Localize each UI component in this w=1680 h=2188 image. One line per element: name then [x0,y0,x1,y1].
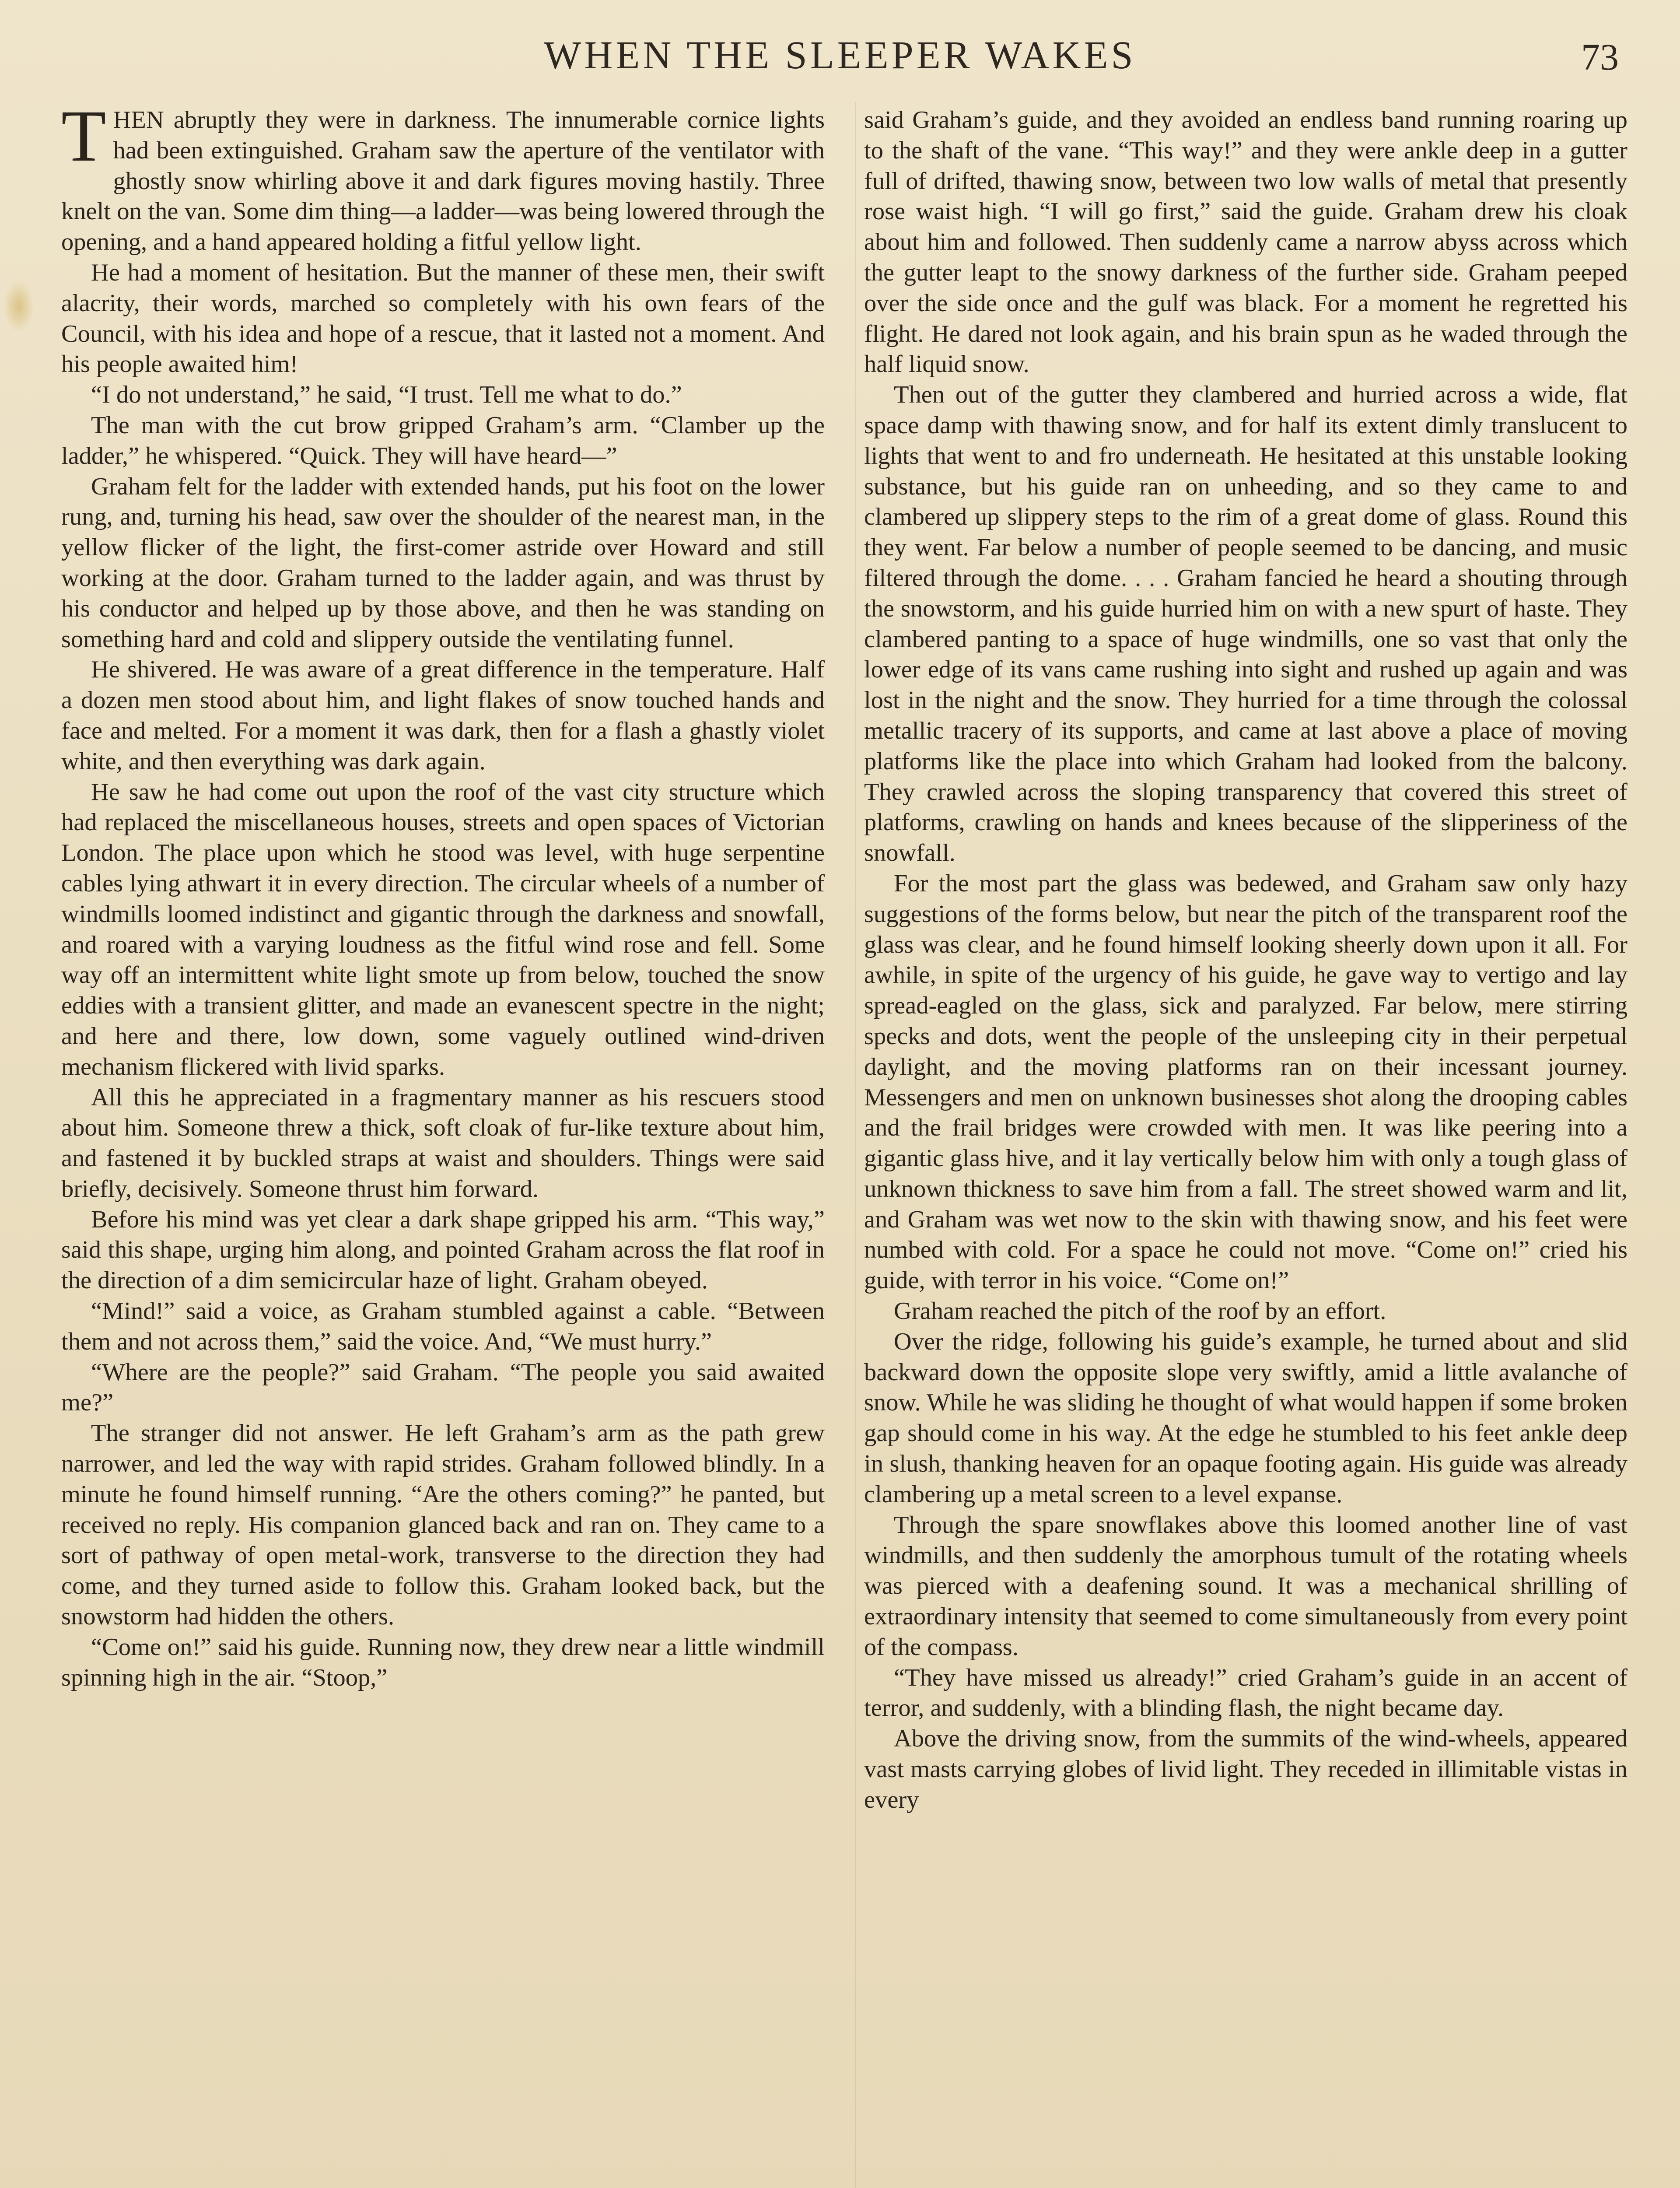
paragraph: He shivered. He was aware of a great difference in the temperature. Half a dozen men stood about him, and light flakes of snow touched hands and face and melted. For a moment it was dark, then for a flash a ghastly violet white, and then everything was dark again. [61,656,825,775]
page-number: 73 [1581,36,1619,78]
text-columns [61,105,1628,2188]
right-column [864,105,1628,2188]
page-stain [4,280,34,333]
paragraph: Above the driving snow, from the summits of the wind-wheels, appeared vast masts carrying globes of livid light. They receded in illimitable vistas in every [864,1725,1628,1813]
paragraph: Graham felt for the ladder with extended hands, put his foot on the lower rung, and, turning his head, saw over the shoulder of the nearest man, in the yellow flicker of the light, the first-comer astride over Howard and still working at the door. Graham turned to the ladder again, and was thrust by his conductor and helped up by those above, and then he was standing on something hard and cold and slippery outside the ventilating funnel. [61,473,825,653]
drop-cap: T [61,105,106,177]
paragraph: Then out of the gutter they clambered and hurried across a wide, flat space damp with thawing snow, and for half its extent dimly translucent to lights that went to and fro underneath. He hesitated at this unstable looking substance, but his guide ran on unheeding, and so they came to and clambered up slippery steps to the rim of a great dome of glass. Round this they went. Far below a number of people seemed to be dancing, and music filtered through the dome. . . . Graham fancied he heard a shouting through the snowstorm, and his guide hurried him on with a new spurt of haste. They clambered panting to a space of huge windmills, one so vast that only the lower edge of its vans came rushing into sight and rushed up again and was lost in the night and the snow. They hurried for a time through the colossal metallic tracery of its supports, and came at last above a place of moving platforms like the place into which Graham had looked from the balcony. They crawled across the sloping transparency that covered this street of platforms, crawling on hands and knees because of the slipperiness of the snowfall. [864,381,1628,867]
paragraph: The man with the cut brow gripped Graham’s arm. “Clamber up the ladder,” he whispered. “Quick. They will have heard—” [61,411,825,470]
paragraph: “I do not understand,” he said, “I trust. Tell me what to do.” [91,381,682,409]
paragraph: All this he appreciated in a fragmentary manner as his rescuers stood about him. Someone threw a thick, soft cloak of fur-like texture about him, and fastened it by buckled straps at waist and shoulders. Things were said briefly, decisively. Someone thrust him forward. [61,1083,825,1203]
paragraph [61,105,825,258]
paragraph: He saw he had come out upon the roof of the vast city structure which had replaced the miscellaneous houses, streets and open spaces of Victorian London. The place upon which he stood was level, with huge serpentine cables lying athwart it in every direction. The circular wheels of a number of windmills loomed indistinct and gigantic through the darkness and snowfall, and roared with a varying loudness as the fitful wind rose and fell. Some way off an intermittent white light smote up from below, touched the snow eddies with a transient glitter, and made an evanescent spectre in the night; and here and there, low down, some vaguely outlined wind-driven mechanism flickered with livid sparks. [61,778,825,1080]
paragraph: “Where are the people?” said Graham. “The people you said awaited me?” [61,1358,825,1417]
paragraph: “Come on!” said his guide. Running now, they drew near a little windmill spinning high in the air. “Stoop,” [61,1633,825,1691]
paragraph: The stranger did not answer. He left Graham’s arm as the path grew narrower, and led the way with rapid strides. Graham followed blindly. In a minute he found himself running. “Are the others coming?” he panted, but received no reply. His companion glanced back and ran on. They came to a sort of pathway of open metal-work, transverse to the direction they had come, and they turned aside to follow this. Graham looked back, but the snowstorm had hidden the others. [61,1420,825,1630]
paragraph-text: HEN abruptly they were in darkness. The innumerable cornice lights had been extinguished. Graham saw the aperture of the ventilator with ghostly snow whirling above it and dark figures moving hastily. Three knelt on the van. Some dim thing—a ladder—was being lowered through the opening, and a hand appeared holding a fitful yellow light. [61,106,825,256]
paragraph: Graham reached the pitch of the roof by an effort. [894,1297,1386,1325]
paragraph: “Mind!” said a voice, as Graham stumbled against a cable. “Between them and not across them,” said the voice. And, “We must hurry.” [61,1297,825,1355]
paragraph: Over the ridge, following his guide’s example, he turned about and slid backward down the opposite slope very swiftly, amid a little avalanche of snow. While he was sliding he thought of what would happen if some broken gap should come in his way. At the edge he stumbled to his feet ankle deep in slush, thanking heaven for an opaque footing again. His guide was already clambering up a metal screen to a level expanse. [864,1328,1628,1508]
paragraph: For the most part the glass was bedewed, and Graham saw only hazy suggestions of the forms below, but near the pitch of the transparent roof the glass was clear, and he found himself looking sheerly down upon it all. For awhile, in spite of the urgency of his guide, he gave way to vertigo and lay spread-eagled on the glass, sick and paralyzed. Far below, mere stirring specks and dots, went the people of the unsleeping city in their perpetual daylight, and the moving platforms ran on their incessant journey. Messengers and men on unknown businesses shot along the drooping cables and the frail bridges were crowded with men. It was like peering into a gigantic glass hive, and it lay vertically below him with only a tough glass of unknown thickness to save him from a fall. The street showed warm and lit, and Graham was wet now to the skin with thawing snow, and his feet were numbed with cold. For a space he could not move. “Come on!” cried his guide, with terror in his voice. “Come on!” [864,870,1628,1294]
left-column [61,105,825,2188]
paragraph: “They have missed us already!” cried Graham’s guide in an accent of terror, and suddenly, with a blinding flash, the night became day. [864,1664,1628,1722]
paragraph: He had a moment of hesitation. But the manner of these men, their swift alacrity, their words, marched so completely with his own fears of the Council, with his idea and hope of a rescue, that it lasted not a moment. And his people awaited him! [61,259,825,378]
paragraph: Before his mind was yet clear a dark shape gripped his arm. “This way,” said this shape, urging him along, and pointed Graham across the flat roof in the direction of a dim semicircular haze of light. Graham obeyed. [61,1206,825,1294]
page-header [0,24,1680,85]
paragraph: Through the spare snowflakes above this loomed another line of vast windmills, and then suddenly the amorphous tumult of the rotating wheels was pierced with a deafening sound. It was a mechanical shrilling of extraordinary intensity that seemed to come simultaneously from every point of the compass. [864,1511,1628,1661]
running-title: WHEN THE SLEEPER WAKES [544,34,1136,77]
paragraph: said Graham’s guide, and they avoided an endless band running roaring up to the shaft of the vane. “This way!” and they were ankle deep in a gutter full of drifted, thawing snow, between two low walls of metal that presently rose waist high. “I will go first,” said the guide. Graham drew his cloak about him and followed. Then suddenly came a narrow abyss across which the gutter leapt to the snowy darkness of the further side. Graham peeped over the side once and the gulf was black. For a moment he regretted his flight. He dared not look again, and his brain spun as he waded through the half liquid snow. [864,106,1628,378]
